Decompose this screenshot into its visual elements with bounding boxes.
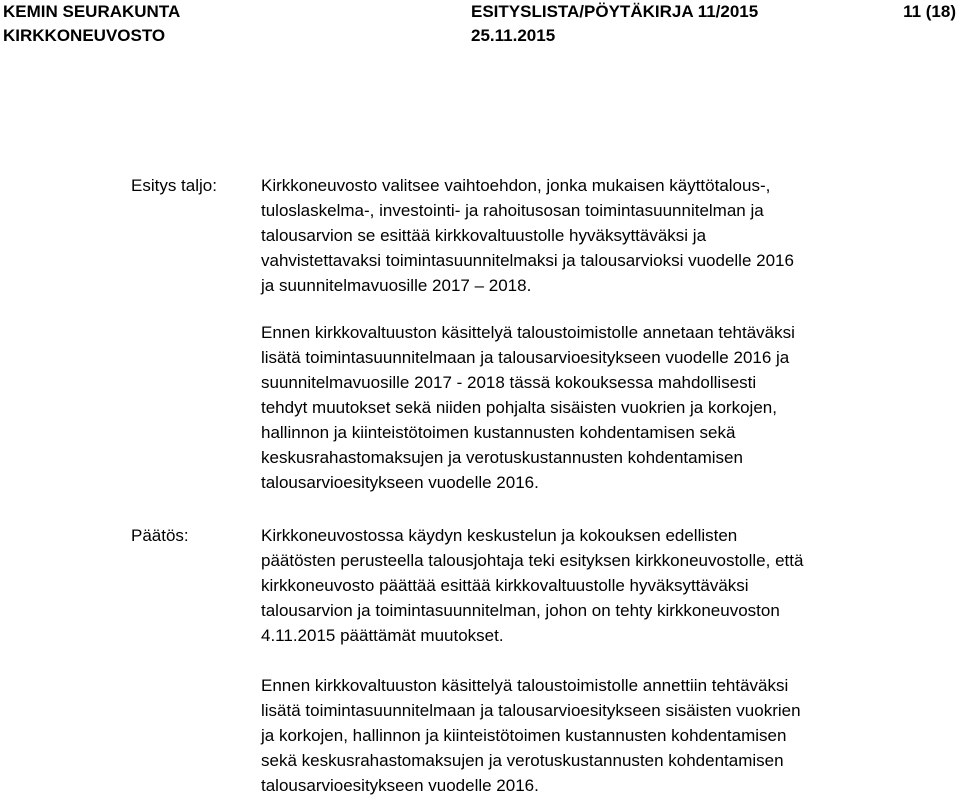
text-line: 4.11.2015 päättämät muutokset. <box>261 626 504 645</box>
text-line: vahvistettavaksi toimintasuunnitelmaksi ja talousarvioksi vuodelle 2016 <box>261 251 794 270</box>
text-line: lisätä toimintasuunnitelmaan ja talousarvioesitykseen sisäisten vuokrien <box>261 701 801 720</box>
text-line: Kirkkoneuvosto valitsee vaihtoehdon, jonka mukaisen käyttötalous-, <box>261 176 771 195</box>
document-date: 25.11.2015 <box>471 26 556 45</box>
text-line: sekä keskusrahastomaksujen ja verotuskustannusten kohdentamisen <box>261 751 784 770</box>
text-line: tuloslaskelma-, investointi- ja rahoitusosan toimintasuunnitelman ja <box>261 201 764 220</box>
organization-unit: KIRKKONEUVOSTO <box>3 26 166 45</box>
paatos-paragraph-1 <box>261 523 951 648</box>
text-line: lisätä toimintasuunnitelmaan ja talousarvioesitykseen vuodelle 2016 ja <box>261 348 790 367</box>
paatos-label: Päätös: <box>131 526 189 545</box>
text-line: ja suunnitelmavuosille 2017 – 2018. <box>261 276 532 295</box>
page-number: 11 (18) <box>903 2 956 21</box>
text-line: talousarvion ja toimintasuunnitelman, johon on tehty kirkkoneuvoston <box>261 601 780 620</box>
organization-block <box>3 0 180 48</box>
text-line: kirkkoneuvosto päättää esittää kirkkovaltuustolle hyväksyttäväksi <box>261 576 749 595</box>
esitys-paragraph-2 <box>261 320 951 495</box>
text-line: talousarvioesitykseen vuodelle 2016. <box>261 473 539 492</box>
document-title: ESITYSLISTA/PÖYTÄKIRJA 11/2015 <box>471 2 759 21</box>
text-line: tehdyt muutokset sekä niiden pohjalta sisäisten vuokrien ja korkojen, <box>261 398 777 417</box>
text-line: Ennen kirkkovaltuuston käsittelyä taloustoimistolle annetaan tehtäväksi <box>261 323 795 342</box>
text-line: talousarvion se esittää kirkkovaltuustolle hyväksyttäväksi ja <box>261 226 707 245</box>
text-line: Kirkkoneuvostossa käydyn keskustelun ja kokouksen edellisten <box>261 526 738 545</box>
text-line: talousarvioesitykseen vuodelle 2016. <box>261 776 539 795</box>
paatos-paragraph-2 <box>261 673 951 798</box>
text-line: hallinnon ja kiinteistötoimen kustannusten kohdentamisen sekä <box>261 423 736 442</box>
page-number-block <box>888 0 956 24</box>
text-line: päätösten perusteella talousjohtaja teki esityksen kirkkoneuvostolle, että <box>261 551 804 570</box>
esitys-paragraph-1 <box>261 173 951 298</box>
organization-name: KEMIN SEURAKUNTA <box>3 2 181 21</box>
text-line: suunnitelmavuosille 2017 - 2018 tässä kokouksessa mahdollisesti <box>261 373 757 392</box>
page-header <box>0 0 960 48</box>
text-line: Ennen kirkkovaltuuston käsittelyä taloustoimistolle annettiin tehtäväksi <box>261 676 789 695</box>
document-block <box>471 0 758 48</box>
esitys-label: Esitys taljo: <box>131 176 217 195</box>
text-line: keskusrahastomaksujen ja verotuskustannusten kohdentamisen <box>261 448 743 467</box>
text-line: ja korkojen, hallinnon ja kiinteistötoimen kustannusten kohdentamisen <box>261 726 787 745</box>
